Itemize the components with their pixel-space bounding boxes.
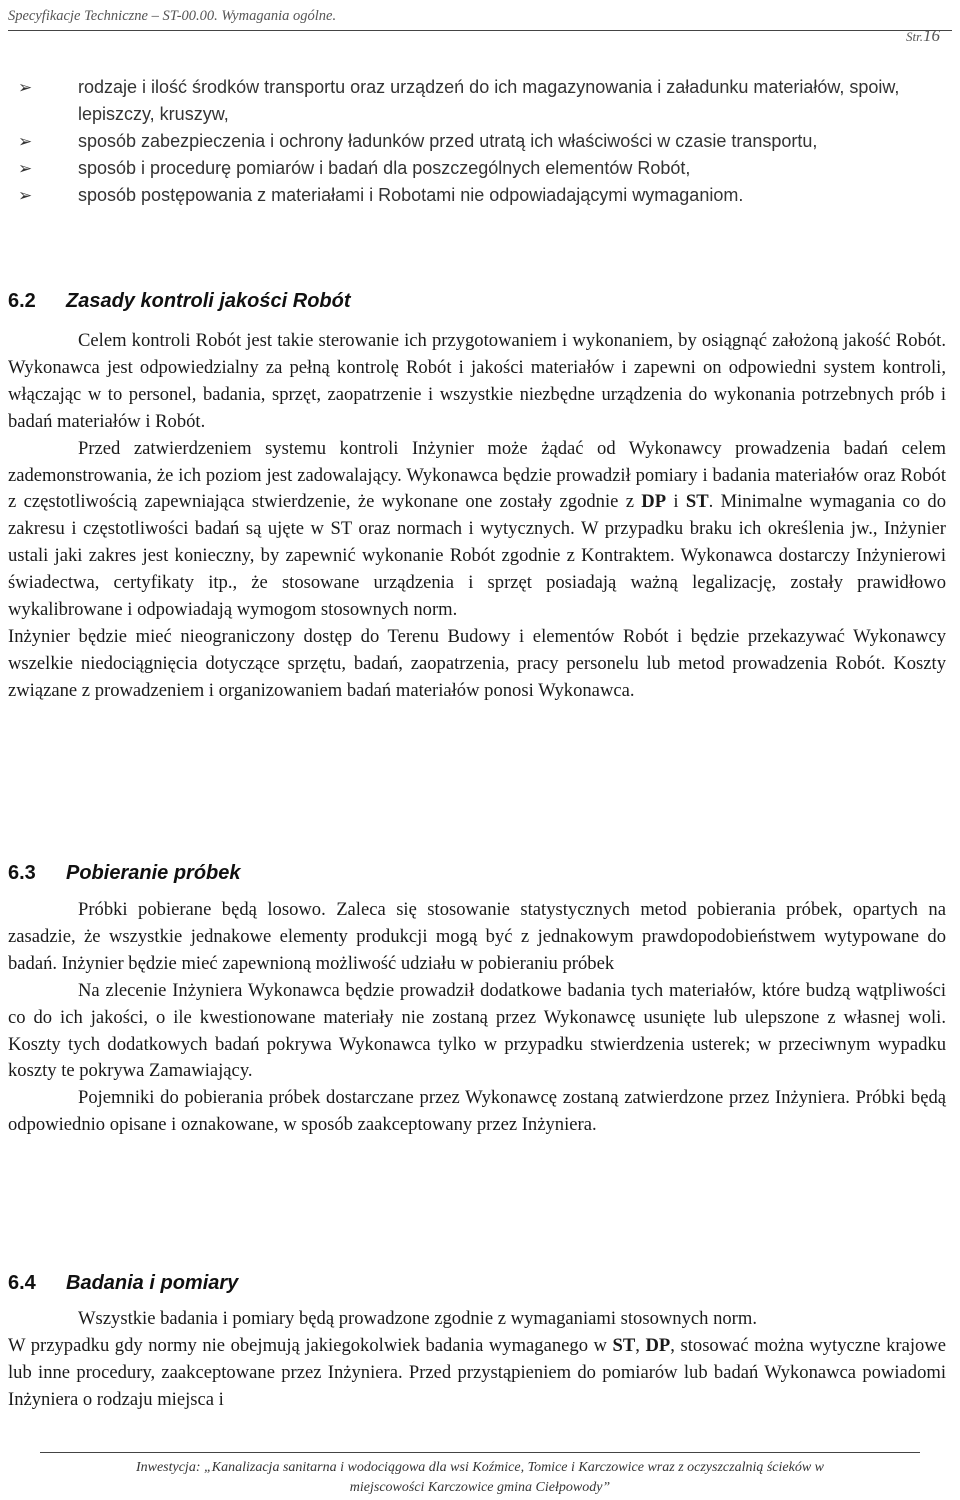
paragraph: Inżynier będzie mieć nieograniczony dostęp do Terenu Budowy i elementów Robót i będzie przekazywać Wykonawcy wszelkie niedociągnięcia dotyczące sprzętu, badań, zaopatrzenia, pracy personelu lub metod prowadzenia Robót. Koszty związane z prowadzeniem i organizowaniem badań materiałów ponosi Wykonawca. xyxy=(8,625,946,701)
list-item-text: sposób zabezpieczenia i ochrony ładunków przed utratą ich właściwości w czasie transportu, xyxy=(78,131,818,151)
list-item xyxy=(8,74,928,128)
st-reference: ST xyxy=(685,491,709,513)
page-number xyxy=(906,26,940,46)
list-item xyxy=(8,155,928,182)
footer-line-1 xyxy=(40,1458,920,1478)
paragraph: Wszystkie badania i pomiary będą prowadzone zgodnie z wymaganiami stosownych norm. xyxy=(78,1308,757,1329)
paragraph-text: W przypadku gdy normy nie obejmują jakiegokolwiek badania wymaganego w xyxy=(8,1334,607,1356)
arrow-bullet-icon: ➢ xyxy=(18,186,33,205)
section-6-4-body xyxy=(8,1306,946,1414)
page-footer xyxy=(40,1458,920,1498)
list-item-text: rodzaje i ilość środków transportu oraz urządzeń do ich magazynowania i załadunku materiałów, spoiw, lepiszczy, kruszyw, xyxy=(78,77,900,124)
page-header xyxy=(8,4,952,26)
paragraph-text: . Minimalne wymagania co do zakresu i częstotliwości badań są ujęte w ST oraz normach i wytycznych. W przypadku braku ich określenia jw., Inżynier ustali jaki zakres jest konieczny, by zapewnić wykonanie Robót zgodnie z Kontraktem. Wykonawca dostarczy Inżynierowi świadectwa, certyfikaty itp., że stosowane urządzenia i sprzęt posiadają ważną legalizację, zostały prawidłowo wykalibrowane i odpowiadają wymogom stosownych norm. xyxy=(8,491,946,621)
list-item xyxy=(8,128,928,155)
section-number: 6.2 xyxy=(8,290,36,312)
connector-text: , xyxy=(635,1334,646,1356)
page-number-value: 16 xyxy=(923,26,940,45)
section-number: 6.3 xyxy=(8,862,36,884)
list-item xyxy=(8,182,928,209)
arrow-bullet-icon: ➢ xyxy=(18,159,33,178)
header-title: Specyfikacje Techniczne – ST-00.00. Wymagania ogólne. xyxy=(8,8,337,24)
paragraph xyxy=(8,436,946,624)
footer-text: „Kanalizacja sanitarna i wodociągowa dla wsi Koźmice, Tomice i Karczowice wraz z oczyszczalnią ścieków w xyxy=(203,1460,825,1475)
connector-text: i xyxy=(666,491,686,513)
section-heading-6-4 xyxy=(8,1272,238,1295)
section-title: Pobieranie próbek xyxy=(66,862,241,884)
section-heading-6-3 xyxy=(8,862,241,885)
paragraph-text: , stosować można wytyczne krajowe lub inne procedury, zaakceptowane przez Inżyniera. Przed przystąpieniem do pomiarów lub badań Wykonawca powiadomi Inżyniera o rodzaju miejsca i xyxy=(8,1334,946,1410)
requirements-bullet-list xyxy=(8,74,928,209)
section-title: Badania i pomiary xyxy=(66,1272,239,1294)
section-heading-6-2 xyxy=(8,290,351,313)
st-reference: ST xyxy=(612,1334,636,1356)
paragraph: Celem kontroli Robót jest takie sterowanie ich przygotowaniem i wykonaniem, by osiągnąć założoną jakość Robót. Wykonawca jest odpowiedzialny za pełną kontrolę Robót i jakości materiałów i zapewni on odpowiedni system kontroli, włączając w to personel, badania, sprzęt, zaopatrzenie i wszystkie niezbędne urządzenia do wykonania potrzebnych prób i badań materiałów i Robót. xyxy=(8,330,946,432)
footer-label: Inwestycja: xyxy=(135,1460,201,1475)
paragraph xyxy=(8,1333,946,1414)
footer-line-2: miejscowości Karczowice gmina Ciełpowody” xyxy=(349,1480,611,1495)
section-6-3-body xyxy=(8,897,946,1139)
dp-reference: DP xyxy=(645,1334,671,1356)
paragraph-text: Przed zatwierdzeniem systemu kontroli Inżynier może żądać od Wykonawcy prowadzenia badań celem zademonstrowania, że ich poziom jest zadowalający. Wykonawca będzie prowadził pomiary i badania materiałów oraz Robót z częstotliwością zapewniająca stwierdzenie, że wykonane one zostały zgodnie z xyxy=(8,437,946,513)
paragraph: Pojemniki do pobierania próbek dostarczane przez Wykonawcę zostaną zatwierdzone przez Inżyniera. Próbki będą odpowiednio opisane i oznakowane, w sposób zaakceptowany przez Inżyniera. xyxy=(8,1087,946,1136)
list-item-text: sposób postępowania z materiałami i Robotami nie odpowiadającymi wymaganiom. xyxy=(78,185,744,205)
arrow-bullet-icon: ➢ xyxy=(18,78,33,97)
page-number-label: Str. xyxy=(906,29,923,44)
section-number: 6.4 xyxy=(8,1272,36,1294)
footer-divider xyxy=(40,1452,920,1453)
section-title: Zasady kontroli jakości Robót xyxy=(66,290,351,312)
paragraph: Próbki pobierane będą losowo. Zaleca się stosowanie statystycznych metod pobierania próbek, opartych na zasadzie, że wszystkie jednakowe elementy produkcji mogą być z jednakowym prawdopodobieństwem wytypowane do badań. Inżynier będzie mieć zapewnioną możliwość udziału w pobieraniu próbek xyxy=(8,899,946,974)
dp-reference: DP xyxy=(641,491,667,513)
arrow-bullet-icon: ➢ xyxy=(18,132,33,151)
header-divider xyxy=(8,30,952,31)
section-6-2-body xyxy=(8,328,946,705)
paragraph: Na zlecenie Inżyniera Wykonawca będzie prowadził dodatkowe badania tych materiałów, które budzą wątpliwości co do ich jakości, o ile kwestionowane materiały nie zostaną przez Wykonawcę usunięte lub ulepszone z własnej woli. Koszty tych dodatkowych badań pokrywa Wykonawca tylko w przypadku stwierdzenia usterek; w przeciwnym wypadku koszty te pokrywa Zamawiający. xyxy=(8,979,946,1082)
list-item-text: sposób i procedurę pomiarów i badań dla poszczególnych elementów Robót, xyxy=(78,158,691,178)
